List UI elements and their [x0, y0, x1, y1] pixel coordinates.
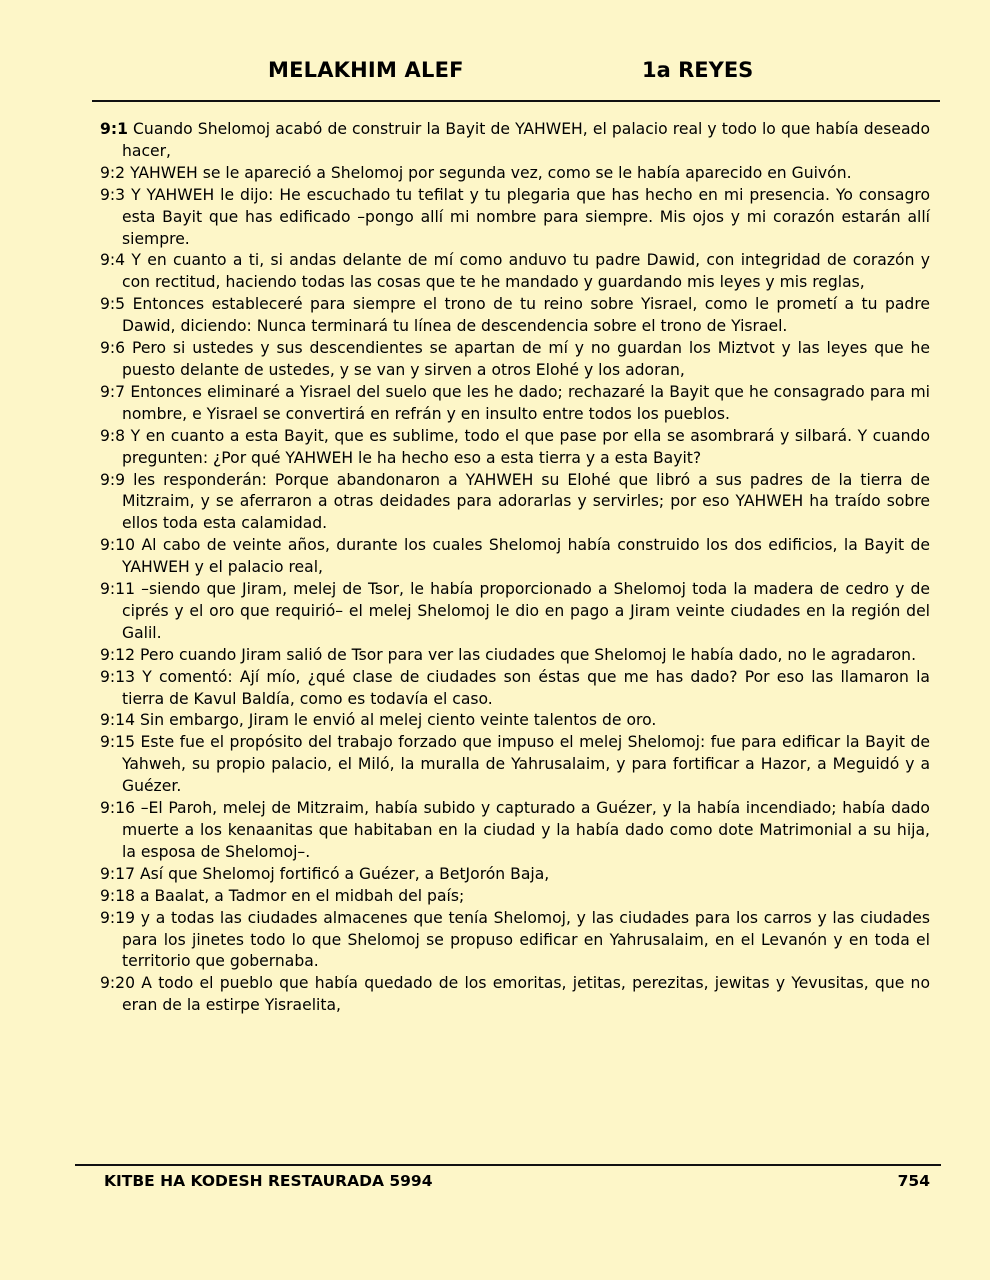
verse	[100, 645, 930, 667]
verse	[100, 886, 930, 908]
verse	[100, 163, 930, 185]
verse-text: Entonces eliminaré a Yisrael del suelo que les he dado; rechazaré la Bayit que he consagrado para mi nombre, e Yisrael se convertirá en refrán y en insulto entre todos los pueblos.	[122, 382, 930, 423]
verse-reference: 9:9	[100, 470, 126, 489]
verse	[100, 185, 930, 251]
verse-text: Pero cuando Jiram salió de Tsor para ver las ciudades que Shelomoj le había dado, no le agradaron.	[140, 645, 917, 664]
verse	[100, 710, 930, 732]
verse-text: a Baalat, a Tadmor en el midbah del país;	[140, 886, 465, 905]
verse-text: Y en cuanto a esta Bayit, que es sublime, todo el que pase por ella se asombrará y silbará. Y cuando pregunten: ¿Por qué YAHWEH le ha hecho eso a esta tierra y a esta Bayit?	[122, 426, 930, 467]
verse	[100, 798, 930, 864]
verse	[100, 294, 930, 338]
verse-reference: 9:17	[100, 864, 136, 883]
verse-text: Y en cuanto a ti, si andas delante de mí como anduvo tu padre Dawid, con integridad de corazón y con rectitud, haciendo todas las cosas que te he mandado y guardando mis leyes y mis reglas,	[122, 251, 930, 292]
verse-text: Y YAHWEH le dijo: He escuchado tu tefilat y tu plegaria que has hecho en mi presencia. Yo consagro esta Bayit que has edificado –pongo allí mi nombre para siempre. Mis ojos y mi corazón estarán allí siempre.	[122, 185, 930, 248]
verse-text: Sin embargo, Jiram le envió al melej ciento veinte talentos de oro.	[140, 711, 657, 730]
verse-reference: 9:18	[100, 886, 136, 905]
verse	[100, 579, 930, 645]
page-number: 754	[897, 1172, 930, 1190]
footer-edition: KITBE HA KODESH RESTAURADA 5994	[104, 1172, 433, 1190]
verse-reference: 9:10	[100, 536, 136, 555]
verse-reference: 9:19	[100, 908, 136, 927]
verse-text: Cuando Shelomoj acabó de construir la Bayit de YAHWEH, el palacio real y todo lo que había deseado hacer,	[122, 120, 930, 160]
verse-text: YAHWEH se le apareció a Shelomoj por segunda vez, como se le había aparecido en Guivón.	[130, 163, 852, 182]
verse-reference: 9:3	[100, 185, 126, 204]
verse-text: –siendo que Jiram, melej de Tsor, le había proporcionado a Shelomoj toda la madera de cedro y de ciprés y el oro que requirió– el melej Shelomoj le dio en pago a Jiram veinte ciudades en la región del Galil.	[122, 580, 930, 642]
verse	[100, 973, 930, 1017]
verse-text: Y comentó: Ají mío, ¿qué clase de ciudades son éstas que me has dado? Por eso las llamaron la tierra de Kavul Baldía, como es todavía el caso.	[122, 667, 930, 708]
verse-reference: 9:4	[100, 251, 126, 270]
verse-reference: 9:15	[100, 733, 136, 752]
verse-text: A todo el pueblo que había quedado de los emoritas, jetitas, perezitas, jewitas y Yevusitas, que no eran de la estirpe Yisraelita,	[122, 974, 930, 1015]
verse	[100, 667, 930, 711]
verse	[100, 470, 930, 536]
verse-reference: 9:7	[100, 382, 126, 401]
verse-reference: 9:1	[100, 120, 128, 138]
book-title-spanish: 1a REYES	[642, 58, 754, 82]
verse	[100, 382, 930, 426]
verse-reference: 9:2	[100, 163, 126, 182]
verse	[100, 338, 930, 382]
verse	[100, 250, 930, 294]
verse-text: Este fue el propósito del trabajo forzado que impuso el melej Shelomoj: fue para edificar la Bayit de Yahweh, su propio palacio, el Miló, la muralla de Yahrusalaim, y para fortificar a Hazor, a Meguidó y a Guézer.	[122, 733, 930, 796]
verse-text: Al cabo de veinte años, durante los cuales Shelomoj había construido los dos edificios, la Bayit de YAHWEH y el palacio real,	[122, 536, 930, 577]
page-header	[0, 58, 990, 92]
verse	[100, 119, 930, 163]
verse-reference: 9:12	[100, 645, 136, 664]
book-title: MELAKHIM ALEF	[268, 58, 464, 82]
verse-reference: 9:14	[100, 711, 136, 730]
verse-text: les responderán: Porque abandonaron a YAHWEH su Elohé que libró a sus padres de la tierra de Mitzraim, y se aferraron a otras deidades para adorarlas y servirles; por eso YAHWEH ha traído sobre ellos toda esta calamidad.	[122, 470, 930, 533]
verse	[100, 908, 930, 974]
verse-list	[100, 119, 930, 1017]
verse-reference: 9:13	[100, 667, 136, 686]
verse-reference: 9:6	[100, 339, 126, 358]
verse-text: Pero si ustedes y sus descendientes se apartan de mí y no guardan los Miztvot y las leyes que he puesto delante de ustedes, y se van y sirven a otros Elohé y los adoran,	[122, 339, 930, 379]
verse-reference: 9:5	[100, 295, 126, 314]
verse-reference: 9:11	[100, 580, 136, 599]
verse-text: y a todas las ciudades almacenes que tenía Shelomoj, y las ciudades para los carros y las ciudades para los jinetes todo lo que Shelomoj se propuso edificar en Yahrusalaim, en el Levanón y en toda el territorio que gobernaba.	[122, 908, 930, 971]
verse-reference: 9:8	[100, 426, 126, 445]
verse-reference: 9:20	[100, 974, 136, 993]
verse-text: Entonces estableceré para siempre el trono de tu reino sobre Yisrael, como le prometí a tu padre Dawid, diciendo: Nunca terminará tu línea de descendencia sobre el trono de Yisrael.	[122, 295, 930, 336]
verse	[100, 732, 930, 798]
verse-text: –El Paroh, melej de Mitzraim, había subido y capturado a Guézer, y la había incendiado; había dado muerte a los kenaanitas que habitaban en la ciudad y la había dado como dote Matrimonial a su hija, la esposa de Shelomoj–.	[122, 799, 930, 861]
verse	[100, 426, 930, 470]
verse-reference: 9:16	[100, 799, 136, 818]
verse	[100, 535, 930, 579]
verse-text: Así que Shelomoj fortificó a Guézer, a BetJorón Baja,	[140, 864, 550, 883]
header-divider	[92, 100, 940, 102]
footer-divider	[75, 1164, 941, 1166]
verse	[100, 864, 930, 886]
